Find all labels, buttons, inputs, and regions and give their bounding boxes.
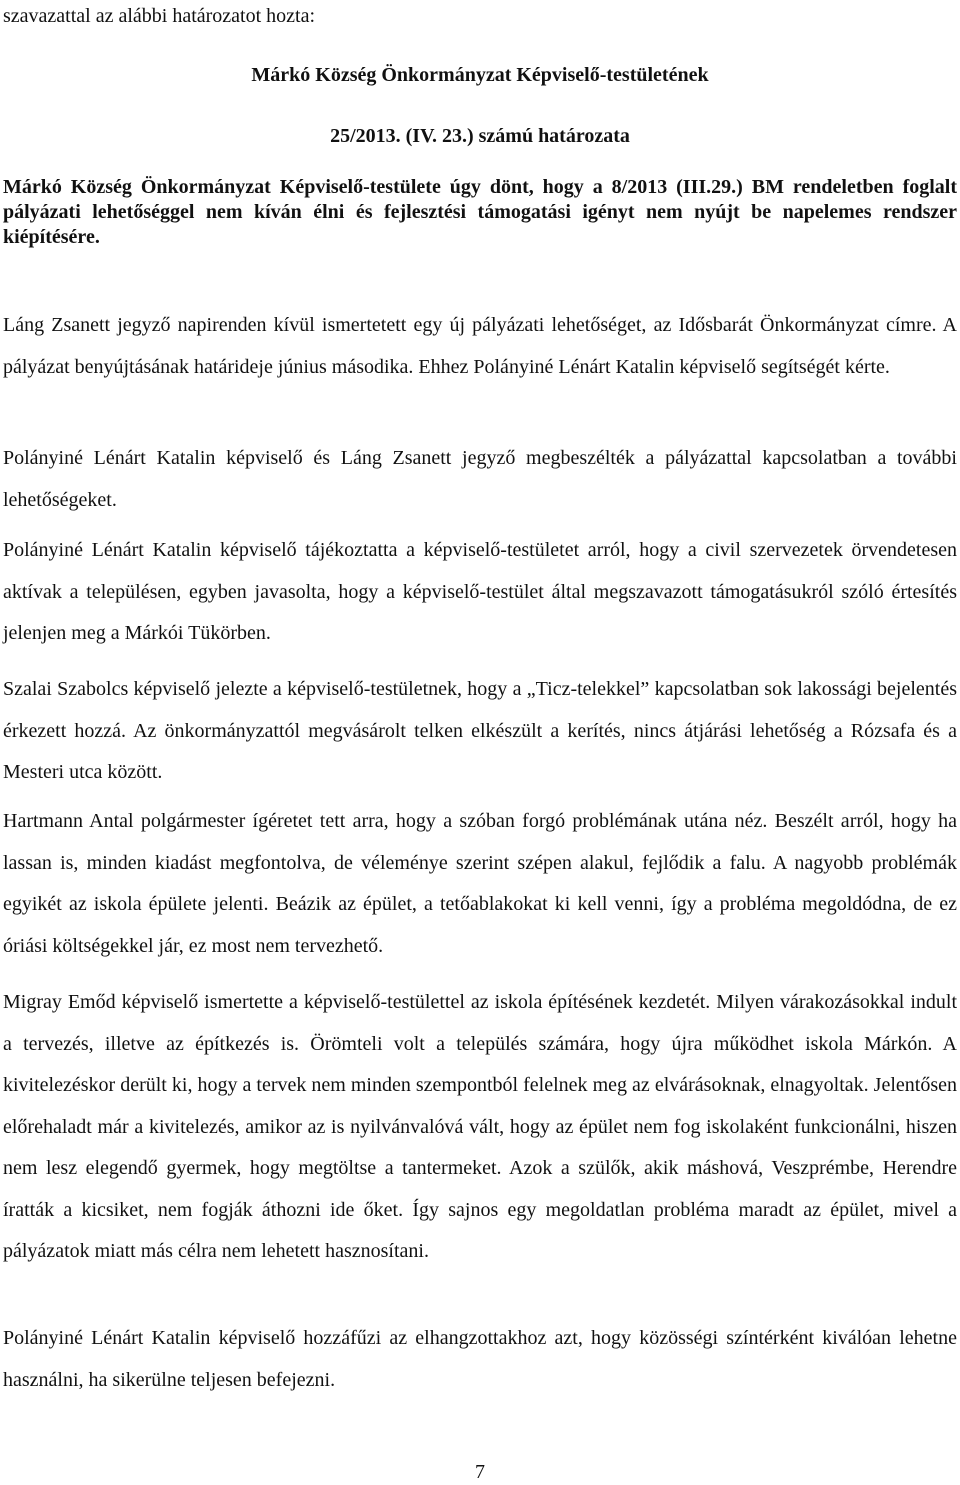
resolution-body-title: Márkó Község Önkormányzat Képviselő-testületének bbox=[251, 64, 709, 86]
paragraph-3: Polányiné Lénárt Katalin képviselő tájékoztatta a képviselő-testületet arról, hogy a civil szervezetek örvendetesen aktívak a településen, egyben javasolta, hogy a képviselő-testület által megszavazott támogatásukról szóló értesítés jelenjen meg a Márkói Tükörben. bbox=[3, 539, 957, 644]
resolution-number: 25/2013. (IV. 23.) számú határozata bbox=[330, 125, 630, 147]
intro-line: szavazattal az alábbi határozatot hozta: bbox=[3, 5, 316, 27]
paragraph-7: Polányiné Lénárt Katalin képviselő hozzáfűzi az elhangzottakhoz azt, hogy közösségi színtérként kiválóan lehetne használni, ha sikerülne teljesen befejezni. bbox=[3, 1327, 957, 1391]
paragraph-5: Hartmann Antal polgármester ígéretet tett arra, hogy a szóban forgó problémának utána néz. Beszélt arról, hogy ha lassan is, minden kiadást megfontolva, de véleménye szerint szépen alakul, fejlődik a falu. A nagyobb problémák egyikét az iskola épülete jelenti. Beázik az épület, a tetőablakokat ki kell venni, így a probléma megoldódna, de ez óriási költségekkel jár, ez most nem tervezhető. bbox=[3, 810, 957, 957]
paragraph-1: Láng Zsanett jegyző napirenden kívül ismertetett egy új pályázati lehetőséget, az Idősbarát Önkormányzat címre. A pályázat benyújtásának határideje június másodika. Ehhez Polányiné Lénárt Katalin képviselő segítségét kérte. bbox=[3, 314, 957, 378]
paragraph-6: Migray Emőd képviselő ismertette a képviselő-testülettel az iskola építésének kezdetét. Milyen várakozásokkal indult a tervezés, illetve az építkezés is. Örömteli volt a település számára, hogy újra működhet iskola Márkón. A kivitelezéskor derült ki, hogy a tervek nem minden szempontból felelnek meg az elvárásoknak, elnagyoltak. Jelentősen előrehaladt már a kivitelezés, amikor az is nyilvánvalóvá vált, hogy az épület nem fog iskolaként funkcionálni, hiszen nem lesz elegendő gyermek, hogy megtöltse a tantermeket. Azok a szülők, akik máshová, Veszprémbe, Herendre íratták a kicsiket, nem fogják áthozni ide őket. Így sajnos egy megoldatlan probléma maradt az épület, mivel a pályázatok miatt más célra nem lehetett hasznosítani. bbox=[3, 991, 957, 1262]
page-number: 7 bbox=[475, 1461, 485, 1483]
paragraph-2: Polányiné Lénárt Katalin képviselő és Láng Zsanett jegyző megbeszélték a pályázattal kapcsolatban a további lehetőségeket. bbox=[3, 447, 957, 511]
paragraph-4: Szalai Szabolcs képviselő jelezte a képviselő-testületnek, hogy a „Ticz-telekkel” kapcsolatban sok lakossági bejelentés érkezett hozzá. Az önkormányzattól megvásárolt telken elkészült a kerítés, nincs átjárási lehetőség a Rózsafa és a Mesteri utca között. bbox=[3, 678, 957, 783]
resolution-text: Márkó Község Önkormányzat Képviselő-testülete úgy dönt, hogy a 8/2013 (III.29.) BM rendeletben foglalt pályázati lehetőséggel nem kíván élni és fejlesztési támogatási igényt nem nyújt be napelemes rendszer kiépítésére. bbox=[3, 176, 957, 248]
